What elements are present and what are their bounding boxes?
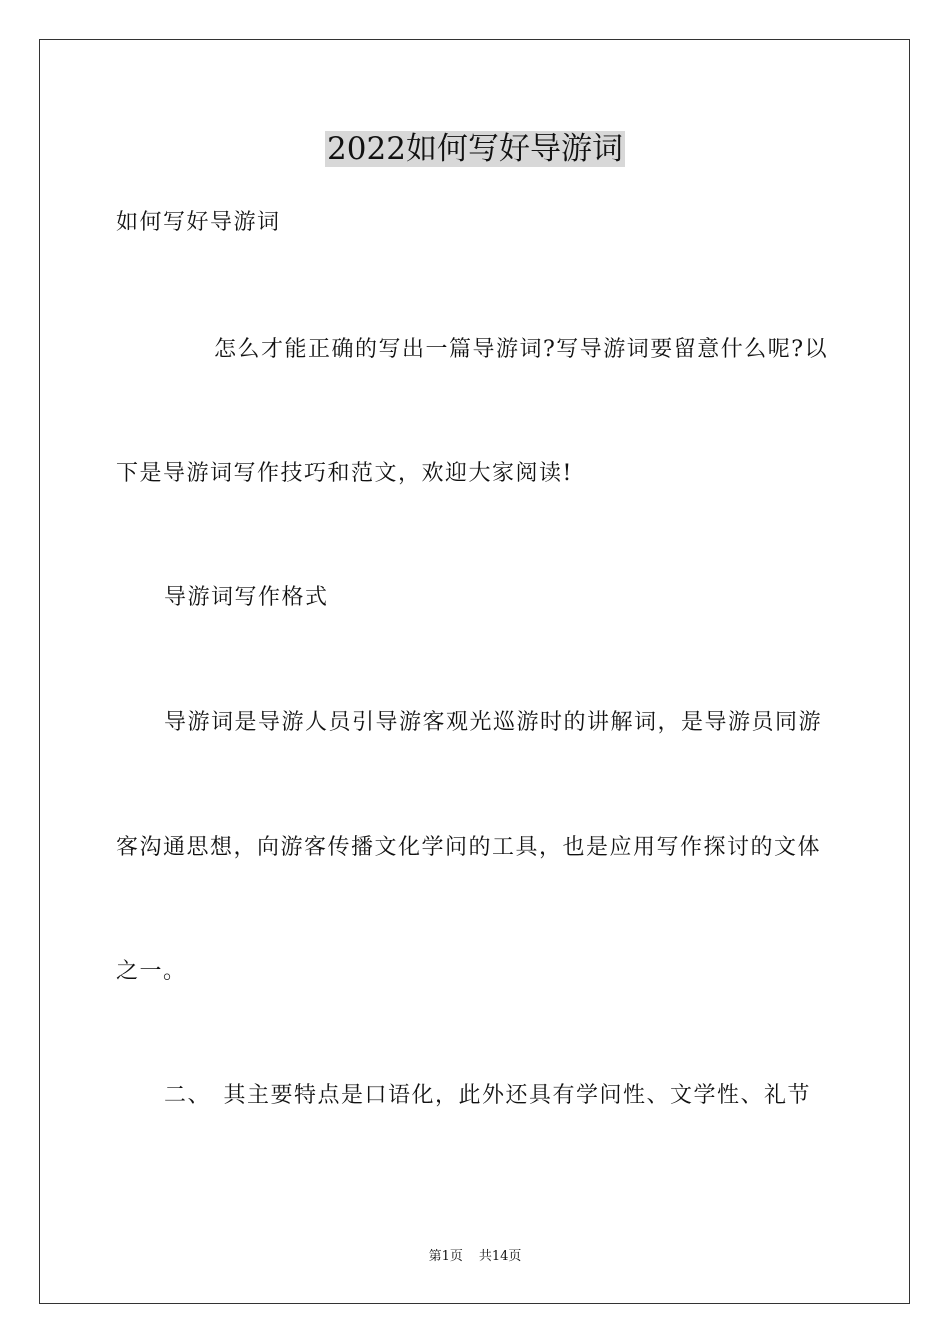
document-title-text: 2022如何写好导游词 [327, 131, 623, 167]
paragraph-line: 怎么才能正确的写出一篇导游词?写导游词要留意什么呢?以 [214, 337, 829, 362]
subtitle-line: 如何写好导游词 [116, 210, 281, 235]
paragraph-line: 二、 其主要特点是口语化，此外还具有学问性、文学性、礼节 [164, 1083, 812, 1108]
paragraph-line: 导游词是导游人员引导游客观光巡游时的讲解词，是导游员同游 [164, 710, 823, 735]
page-footer [0, 1248, 950, 1266]
paragraph-line: 下是导游词写作技巧和范文，欢迎大家阅读! [116, 461, 573, 486]
page-number: 第1页 [428, 1249, 463, 1264]
paragraph-line: 之一。 [116, 959, 187, 984]
paragraph-line: 客沟通思想，向游客传播文化学问的工具，也是应用写作探讨的文体 [116, 835, 822, 860]
page-total: 共14页 [478, 1249, 522, 1264]
section-heading: 导游词写作格式 [164, 585, 329, 610]
document-title [0, 127, 950, 171]
